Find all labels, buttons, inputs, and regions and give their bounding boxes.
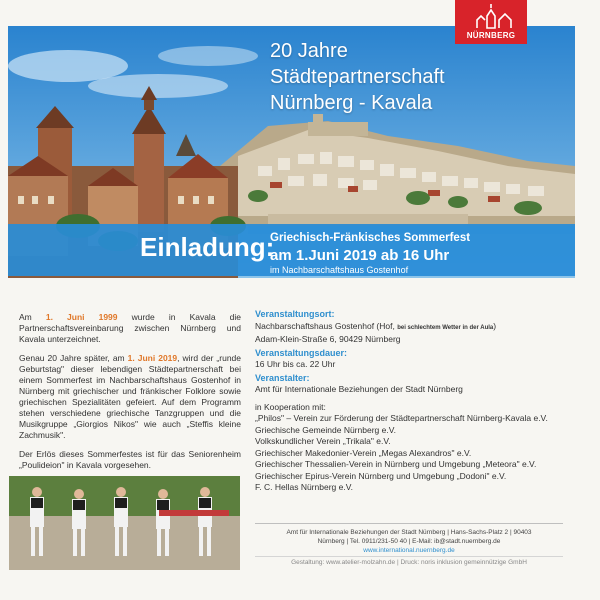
highlight-date: 1. Juni 1999 [45,312,118,322]
title-line-3: Nürnberg - Kavala [270,92,433,114]
venue-label: Veranstaltungsort: [255,309,335,319]
contact-footer [255,528,563,555]
event-place: im Nachbarschaftshaus Gostenhof [270,265,409,275]
duration-label: Veranstaltungsdauer: [255,347,348,358]
dancers-photo [9,476,240,570]
title-line-1: 20 Jahre [270,40,348,62]
partner-item: Volkskundlicher Verein „Trikala" e.V. [255,436,391,446]
footer-divider [255,523,563,524]
text: Am [19,312,46,322]
partner-item: „Philos" – Verein zur Förderung der Städtepartnerschaft Nürnberg-Kavala e.V. [255,413,548,423]
credits: Gestaltung: www.atelier-molzahn.de | Druck: noris inklusion gemeinnützige GmbH [291,559,527,566]
paragraph-1 [19,312,241,345]
event-date: am 1.Juni 2019 ab 16 Uhr [270,247,450,264]
page-title [270,38,445,116]
organizer-label: Veranstalter: [255,372,310,383]
event-details [255,307,575,494]
text: Genau 20 Jahre später, am [19,353,128,363]
text: ) [493,320,497,331]
contact-line-1: Amt für Internationale Beziehungen der Stadt Nürnberg | Hans-Sachs-Platz 2 | 90403 [286,529,532,536]
bad-weather-note: bei schlechtem Wetter in der Aula [397,324,494,331]
organizer-value: Amt für Internationale Beziehungen der Stadt Nürnberg [255,384,463,394]
partner-item: Griechischer Epirus-Verein Nürnberg und Umgebung „Dodoni" e.V. [255,470,507,481]
website-link[interactable]: www.international.nuernberg.de [363,547,455,554]
venue-line-1 [255,321,575,335]
text: wurde in Kavala die Partnerschaftsvereinbarung zwischen Nürnberg und Kavala unterzeichnet. [19,312,241,344]
partner-item: Griechische Gemeinde Nürnberg e.V. [255,424,396,435]
intro-text [19,312,241,479]
credit-divider [255,556,563,557]
partner-item: Griechischer Makedonier-Verein „Megas Alexandros" e.V. [255,447,472,458]
contact-line-2: Nürnberg | Tel. 0911/231-50 40 | E-Mail: ib@stadt.nuernberg.de [317,538,501,545]
highlight-date: 1. Juni 2019 [127,353,178,363]
text: , wird der „runde Geburtstag" dieser lebendigen Städtepartnerschaft bei einem Sommerfest im Nachbarschaftshaus Gostenhof in Nürnberg mit griechischer und fränkischer Folklore sowie griechischen Spezialitäten gefeiert. Auf dem Programm stehen verschiedene griechische Tanzgruppen und die Musikgruppe „Giorgios Nikos" wie auch „Steffis kleine Zachmusik". [19,353,242,440]
einladung-heading: Einladung: [140,232,275,262]
venue-line-2: Adam-Klein-Straße 6, 90429 Nürnberg [255,334,401,344]
nuernberg-logo [455,0,527,44]
paragraph-3: Der Erlös dieses Sommerfestes ist für das Seniorenheim „Poulideion" in Kavala vorgesehen. [19,449,241,470]
folk-dancers-illustration [9,476,240,570]
partner-item: F. C. Hellas Nürnberg e.V. [255,482,353,492]
logo-text: NÜRNBERG [466,31,516,40]
cooperation-label: in Kooperation mit: [255,401,326,412]
duration-value: 16 Uhr bis ca. 22 Uhr [255,359,336,369]
text: Nachbarschaftshaus Gostenhof (Hof, [255,320,398,331]
paragraph-2 [19,353,241,441]
title-line-2: Städtepartnerschaft [270,66,445,88]
partner-item: Griechischer Thessalien-Verein in Nürnberg und Umgebung „Meteora" e.V. [255,459,537,469]
event-name: Griechisch-Fränkisches Sommerfest [270,232,471,244]
